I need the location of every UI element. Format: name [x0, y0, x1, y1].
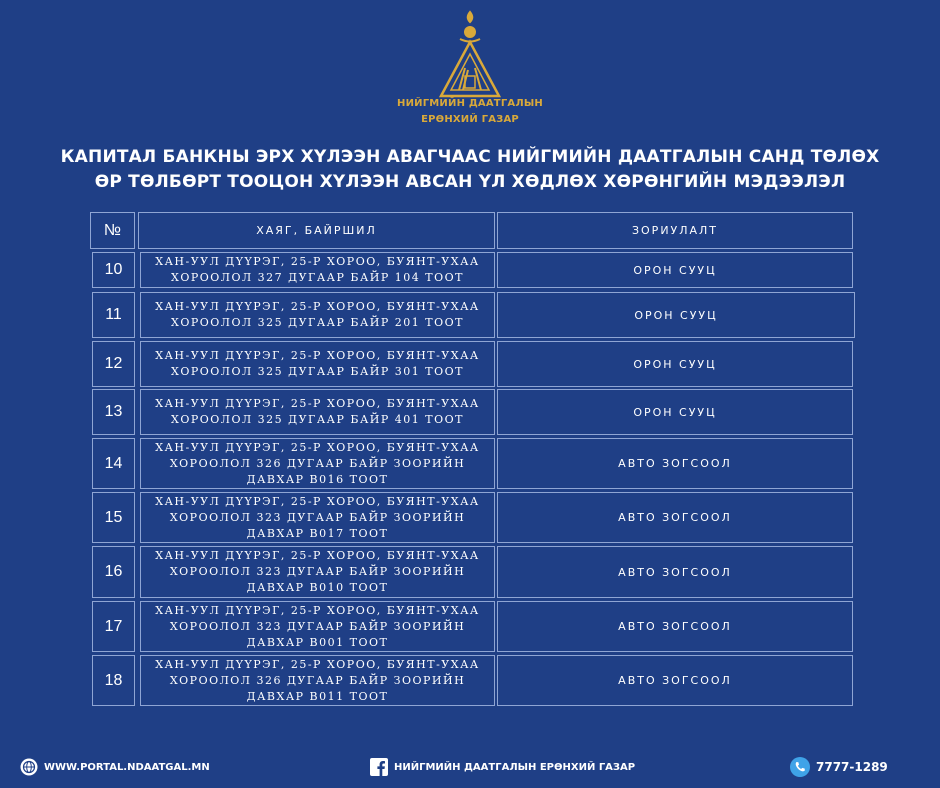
globe-icon — [20, 758, 38, 776]
header-num: № — [90, 212, 135, 249]
facebook-icon — [370, 758, 388, 776]
row-num: 13 — [92, 389, 135, 435]
row-address: ХАН-УУЛ ДҮҮРЭГ, 25-Р ХОРОО, БУЯНТ-УХАА ХОРООЛОЛ 325 ДУГААР БАЙР 201 ТООТ — [140, 292, 495, 338]
footer-facebook[interactable] — [370, 758, 635, 776]
row-address: ХАН-УУЛ ДҮҮРЭГ, 25-Р ХОРОО, БУЯНТ-УХАА ХОРООЛОЛ 323 ДУГААР БАЙР ЗООРИЙН ДАВХАР B001 ТООТ — [140, 601, 495, 652]
row-num: 12 — [92, 341, 135, 387]
row-purpose: ОРОН СУУЦ — [497, 252, 853, 288]
row-address: ХАН-УУЛ ДҮҮРЭГ, 25-Р ХОРОО, БУЯНТ-УХАА ХОРООЛОЛ 323 ДУГААР БАЙР ЗООРИЙН ДАВХАР B017 ТООТ — [140, 492, 495, 543]
row-purpose: АВТО ЗОГСООЛ — [497, 438, 853, 489]
row-purpose: АВТО ЗОГСООЛ — [497, 492, 853, 543]
row-num: 15 — [92, 492, 135, 543]
row-purpose: АВТО ЗОГСООЛ — [497, 546, 853, 598]
phone-number[interactable]: 7777-1289 — [816, 760, 888, 774]
row-purpose: ОРОН СУУЦ — [497, 292, 855, 338]
row-address: ХАН-УУЛ ДҮҮРЭГ, 25-Р ХОРОО, БУЯНТ-УХАА ХОРООЛОЛ 325 ДУГААР БАЙР 401 ТООТ — [140, 389, 495, 435]
row-address: ХАН-УУЛ ДҮҮРЭГ, 25-Р ХОРОО, БУЯНТ-УХАА ХОРООЛОЛ 326 ДУГААР БАЙР ЗООРИЙН ДАВХАР B011 ТООТ — [140, 655, 495, 706]
row-num: 14 — [92, 438, 135, 489]
website-link[interactable]: WWW.PORTAL.NDAATGAL.MN — [44, 761, 210, 773]
row-purpose: АВТО ЗОГСООЛ — [497, 601, 853, 652]
row-purpose: АВТО ЗОГСООЛ — [497, 655, 853, 706]
row-address: ХАН-УУЛ ДҮҮРЭГ, 25-Р ХОРОО, БУЯНТ-УХАА ХОРООЛОЛ 325 ДУГААР БАЙР 301 ТООТ — [140, 341, 495, 387]
logo-text-line1: НИЙГМИЙН ДААТГАЛЫН — [397, 98, 543, 109]
row-num: 18 — [92, 655, 135, 706]
header-purpose: ЗОРИУЛАЛТ — [497, 212, 853, 249]
facebook-link[interactable]: НИЙГМИЙН ДААТГАЛЫН ЕРӨНХИЙ ГАЗАР — [394, 761, 636, 773]
footer-website[interactable] — [20, 758, 210, 776]
page-title-line2: ӨР ТӨЛБӨРТ ТООЦОН ХҮЛЭЭН АВСАН ҮЛ ХӨДЛӨХ ХӨРӨНГИЙН МЭДЭЭЛЭЛ — [94, 172, 846, 192]
row-num: 17 — [92, 601, 135, 652]
row-address: ХАН-УУЛ ДҮҮРЭГ, 25-Р ХОРОО, БУЯНТ-УХАА ХОРООЛОЛ 326 ДУГААР БАЙР ЗООРИЙН ДАВХАР B016 ТООТ — [140, 438, 495, 489]
soyombo-emblem-icon — [435, 8, 505, 100]
row-purpose: ОРОН СУУЦ — [497, 389, 853, 435]
page-title-line1: КАПИТАЛ БАНКНЫ ЭРХ ХҮЛЭЭН АВАГЧААС НИЙГМИЙН ДААТГАЛЫН САНД ТӨЛӨХ — [60, 147, 880, 167]
logo — [395, 8, 545, 130]
header-address: ХАЯГ, БАЙРШИЛ — [138, 212, 495, 249]
row-purpose: ОРОН СУУЦ — [497, 341, 853, 387]
row-num: 10 — [92, 252, 135, 288]
row-address: ХАН-УУЛ ДҮҮРЭГ, 25-Р ХОРОО, БУЯНТ-УХАА ХОРООЛОЛ 327 ДУГААР БАЙР 104 ТООТ — [140, 252, 495, 288]
phone-icon — [790, 757, 810, 777]
logo-text-line2: ЕРӨНХИЙ ГАЗАР — [421, 114, 519, 125]
row-address: ХАН-УУЛ ДҮҮРЭГ, 25-Р ХОРОО, БУЯНТ-УХАА ХОРООЛОЛ 323 ДУГААР БАЙР ЗООРИЙН ДАВХАР B010 ТООТ — [140, 546, 495, 598]
footer-phone[interactable] — [790, 757, 888, 777]
row-num: 16 — [92, 546, 135, 598]
row-num: 11 — [92, 292, 135, 338]
